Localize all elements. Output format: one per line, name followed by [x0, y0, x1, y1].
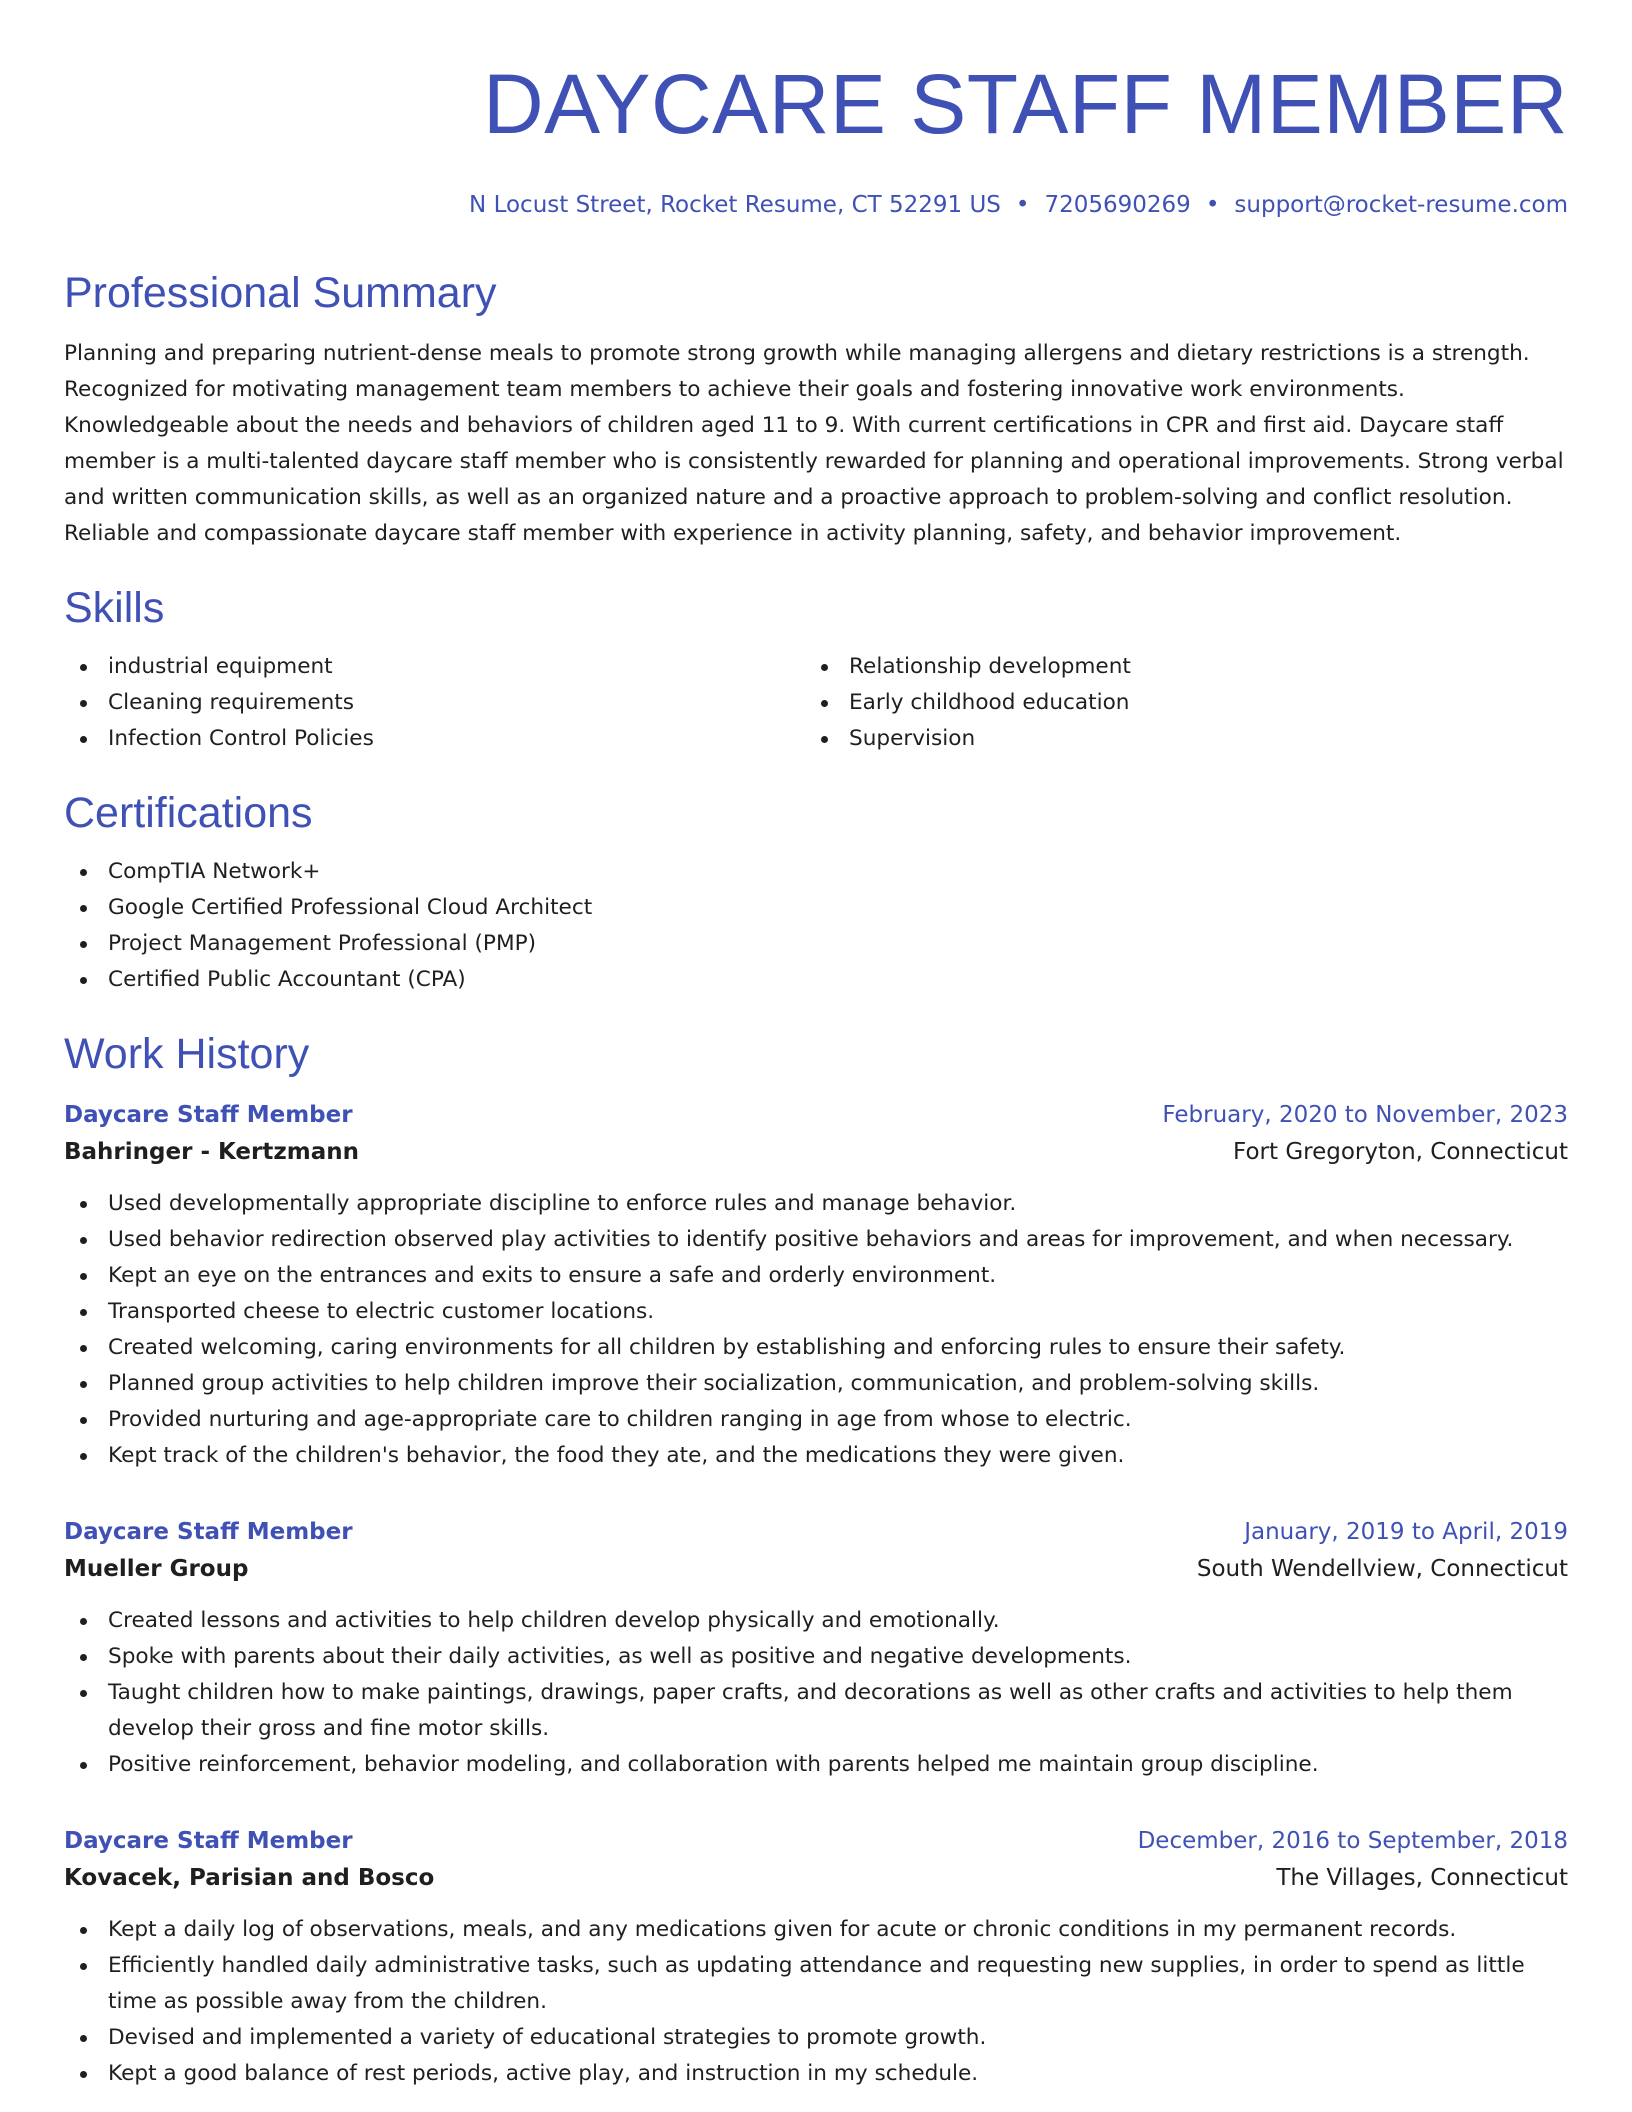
contact-separator: • — [1205, 192, 1220, 218]
list-item: Spoke with parents about their daily activities, as well as positive and negative developments. — [64, 1639, 1568, 1675]
list-item: industrial equipment — [64, 649, 805, 685]
list-item: Relationship development — [805, 649, 1546, 685]
job-entry — [64, 1514, 1568, 1783]
job-header-row — [64, 1823, 1568, 1859]
list-item: Early childhood education — [805, 685, 1546, 721]
job-dates: February, 2020 to November, 2023 — [1162, 1102, 1568, 1128]
job-company: Mueller Group — [64, 1556, 249, 1582]
list-item: Google Certified Professional Cloud Architect — [64, 890, 1568, 926]
list-item: CompTIA Network+ — [64, 854, 1568, 890]
list-item: Created welcoming, caring environments for all children by establishing and enforcing rules to ensure their safety. — [64, 1330, 1568, 1366]
list-item: Cleaning requirements — [64, 685, 805, 721]
section-title-skills: Skills — [64, 584, 165, 632]
list-item: Kept track of the children's behavior, the food they ate, and the medications they were given. — [64, 1438, 1568, 1474]
summary-text: Planning and preparing nutrient-dense meals to promote strong growth while managing allergens and dietary restrictions is a strength. Recognized for motivating management team members to achieve their goals and fostering innovative work environments. Knowledgeable about the needs and behaviors of children aged 11 to 9. With current certifications in CPR and first aid. Daycare staff member is a multi-talented daycare staff member who is consistently rewarded for planning and operational improvements. Strong verbal and written communication skills, as well as an organized nature and a proactive approach to problem-solving and conflict resolution. Reliable and compassionate daycare staff member with experience in activity planning, safety, and behavior improvement. — [64, 341, 1564, 546]
job-location: South Wendellview, Connecticut — [1196, 1556, 1568, 1582]
contact-separator: • — [1015, 192, 1030, 218]
job-header-row — [64, 1097, 1568, 1133]
section-title-summary: Professional Summary — [64, 269, 497, 317]
job-title: Daycare Staff Member — [64, 1519, 353, 1545]
phone: 7205690269 — [1044, 192, 1191, 218]
list-item: Positive reinforcement, behavior modeling, and collaboration with parents helped me maintain group discipline. — [64, 1747, 1568, 1783]
list-item: Devised and implemented a variety of educational strategies to promote growth. — [64, 2020, 1568, 2056]
section-title-certifications: Certifications — [64, 789, 313, 837]
job-header-row — [64, 1514, 1568, 1550]
skills-column-right — [805, 649, 1546, 757]
candidate-name: DAYCARE STAFF MEMBER — [483, 57, 1568, 151]
list-item: Used developmentally appropriate discipline to enforce rules and manage behavior. — [64, 1186, 1568, 1222]
list-item: Supervision — [805, 721, 1546, 757]
skills-column-left — [64, 649, 805, 757]
section-title-work-history: Work History — [64, 1030, 310, 1078]
job-title: Daycare Staff Member — [64, 1828, 353, 1854]
list-item: Created lessons and activities to help children develop physically and emotionally. — [64, 1603, 1568, 1639]
job-bullets — [64, 1603, 1568, 1783]
list-item: Planned group activities to help children improve their socialization, communication, and problem-solving skills. — [64, 1366, 1568, 1402]
job-location: Fort Gregoryton, Connecticut — [1233, 1139, 1568, 1165]
job-bullets — [64, 1186, 1568, 1474]
resume-header — [64, 56, 1568, 220]
job-bullets — [64, 1912, 1568, 2092]
list-item: Efficiently handled daily administrative tasks, such as updating attendance and requesting new supplies, in order to spend as little time as possible away from the children. — [64, 1948, 1568, 2020]
list-item: Project Management Professional (PMP) — [64, 926, 1568, 962]
list-item: Infection Control Policies — [64, 721, 805, 757]
job-company: Bahringer - Kertzmann — [64, 1139, 359, 1165]
email-link[interactable]: support@rocket-resume.com — [1234, 192, 1568, 218]
job-dates: January, 2019 to April, 2019 — [1244, 1519, 1568, 1545]
list-item: Used behavior redirection observed play activities to identify positive behaviors and areas for improvement, and when necessary. — [64, 1222, 1568, 1258]
list-item: Kept a good balance of rest periods, active play, and instruction in my schedule. — [64, 2056, 1568, 2092]
certifications-list — [64, 854, 1568, 998]
job-company-row — [64, 1133, 1568, 1171]
job-location: The Villages, Connecticut — [1276, 1865, 1568, 1891]
job-company: Kovacek, Parisian and Bosco — [64, 1865, 435, 1891]
job-dates: December, 2016 to September, 2018 — [1137, 1828, 1568, 1854]
list-item: Transported cheese to electric customer locations. — [64, 1294, 1568, 1330]
list-item: Provided nurturing and age-appropriate care to children ranging in age from whose to electric. — [64, 1402, 1568, 1438]
address: N Locust Street, Rocket Resume, CT 52291 US — [469, 192, 1001, 218]
job-entry — [64, 1097, 1568, 1474]
list-item: Kept a daily log of observations, meals, and any medications given for acute or chronic conditions in my permanent records. — [64, 1912, 1568, 1948]
list-item: Taught children how to make paintings, drawings, paper crafts, and decorations as well as other crafts and activities to help them develop their gross and fine motor skills. — [64, 1675, 1568, 1747]
contact-line — [64, 190, 1568, 220]
job-title: Daycare Staff Member — [64, 1102, 353, 1128]
job-entry — [64, 1823, 1568, 2092]
job-company-row — [64, 1550, 1568, 1588]
skills-grid — [64, 649, 1568, 757]
list-item: Certified Public Accountant (CPA) — [64, 962, 1568, 998]
job-company-row — [64, 1859, 1568, 1897]
list-item: Kept an eye on the entrances and exits to ensure a safe and orderly environment. — [64, 1258, 1568, 1294]
